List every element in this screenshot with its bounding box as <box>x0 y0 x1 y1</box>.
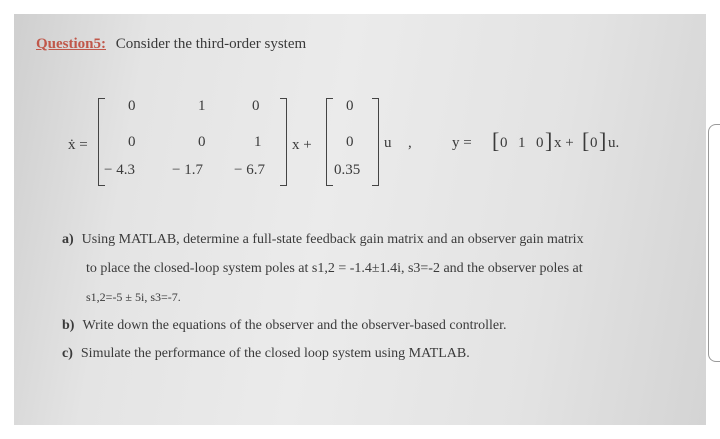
matrix-c-cell: 0 <box>500 135 508 151</box>
x-plus: x + <box>292 137 312 153</box>
matrix-b-cell: 0.35 <box>334 162 361 178</box>
matrix-a-cell: 0 <box>252 98 260 114</box>
matrix-b-right-bracket <box>372 98 379 186</box>
input-u-end: u. <box>608 135 620 151</box>
question-intro: Consider the third-order system <box>115 36 307 52</box>
matrix-a-cell: 1 <box>254 134 262 150</box>
part-b <box>62 318 507 334</box>
c-right-bracket: ] <box>545 128 553 153</box>
c-left-bracket: [ <box>492 128 500 153</box>
part-b-label: b) <box>62 318 75 333</box>
xdot-label: ẋ = <box>68 137 88 153</box>
d-right-bracket: ] <box>599 128 607 153</box>
question-label: Question5: <box>36 36 107 52</box>
part-a-line-2: to place the closed-loop system poles at s1,2 = -1.4±1.4i, s3=-2 and the observer poles at <box>86 261 583 276</box>
matrix-a-cell: − 6.7 <box>234 162 265 178</box>
part-a <box>62 232 584 248</box>
matrix-c-cell: 1 <box>518 135 526 151</box>
matrix-c-cell: 0 <box>536 135 544 151</box>
matrix-a-cell: 0 <box>128 98 136 114</box>
part-b-text: Write down the equations of the observer and the observer-based controller. <box>82 318 507 333</box>
part-a-line-1: Using MATLAB, determine a full-state feedback gain matrix and an observer gain matrix <box>81 232 584 247</box>
d-left-bracket: [ <box>582 128 590 153</box>
side-panel-tab[interactable] <box>708 124 720 362</box>
part-a-label: a) <box>62 232 74 247</box>
part-c-label: c) <box>62 346 73 361</box>
part-c-text: Simulate the performance of the closed loop system using MATLAB. <box>80 346 470 361</box>
output-y-label: y = <box>452 135 472 151</box>
x-plus-2: x + <box>554 135 574 151</box>
state-space-equation <box>14 14 706 214</box>
part-c <box>62 346 470 362</box>
matrix-a-cell: 0 <box>198 134 206 150</box>
matrix-a-right-bracket <box>280 98 287 186</box>
input-u: u <box>384 135 392 151</box>
part-a-line-3: s1,2=-5 ± 5i, s3=-7. <box>86 290 181 304</box>
matrix-a-cell: 1 <box>198 98 206 114</box>
problem-photo <box>14 14 706 425</box>
matrix-a-cell: 0 <box>128 134 136 150</box>
matrix-a-cell: − 4.3 <box>104 162 135 178</box>
matrix-b-left-bracket <box>326 98 333 186</box>
matrix-b-cell: 0 <box>346 134 354 150</box>
comma: , <box>408 135 412 151</box>
matrix-a-cell: − 1.7 <box>172 162 203 178</box>
matrix-d-cell: 0 <box>590 135 598 151</box>
matrix-b-cell: 0 <box>346 98 354 114</box>
